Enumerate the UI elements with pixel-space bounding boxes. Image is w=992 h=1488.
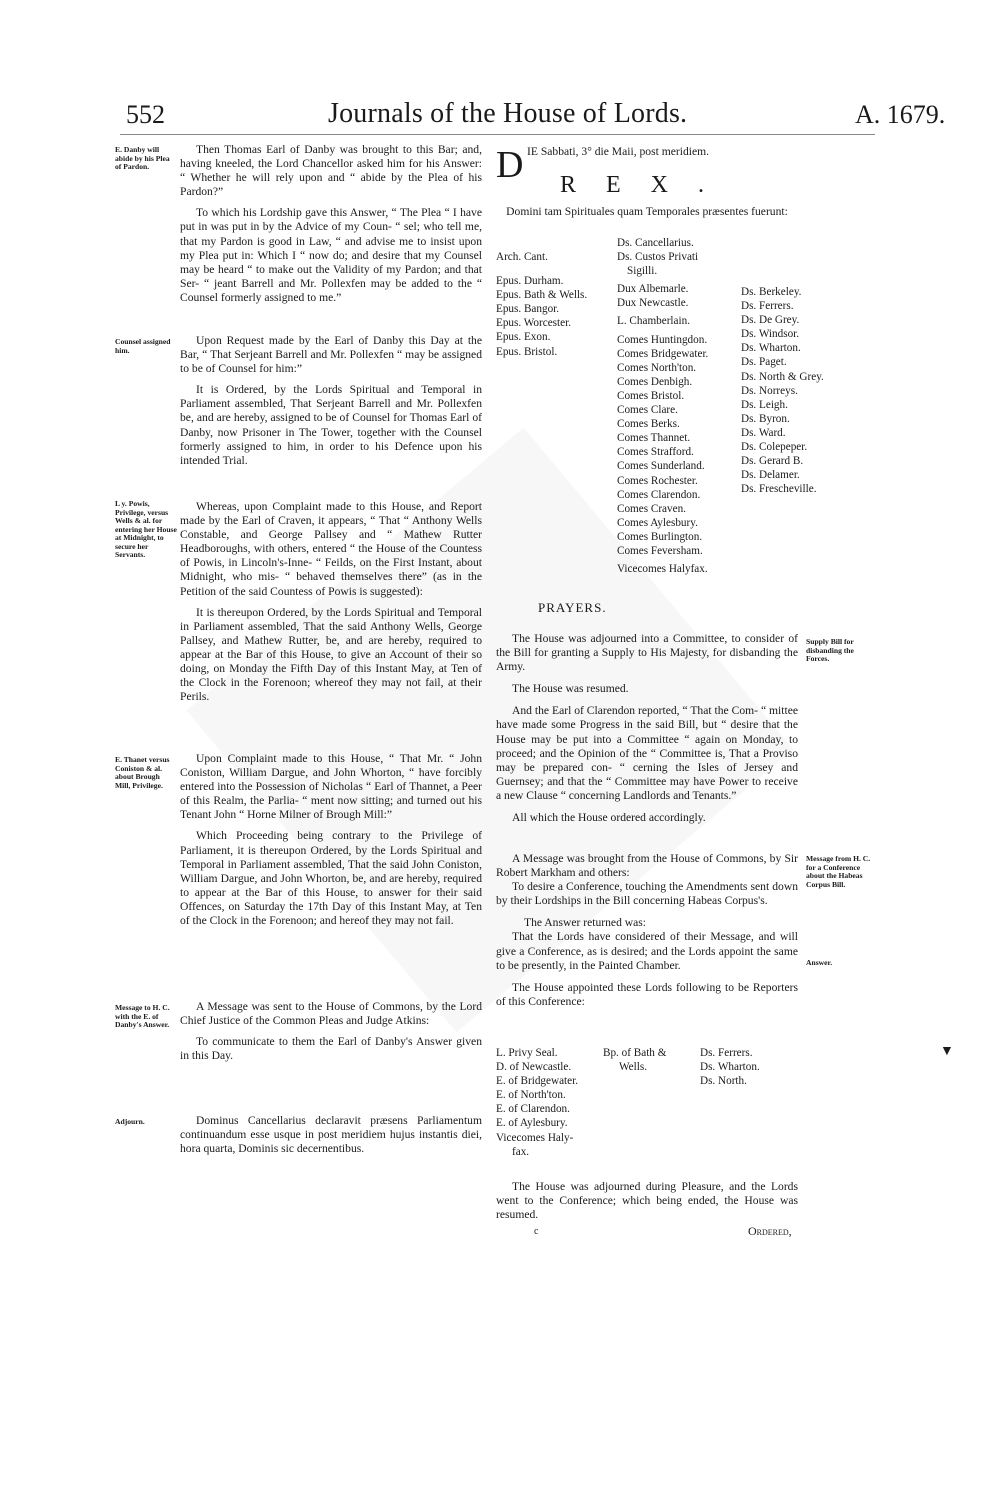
paragraph: Upon Complaint made to this House, “ That Mr. “ John Coniston, William Dargue, and John Whorton, “ have forcibly entered into the Possession of Nicholas “ Earl of Thannet, a Peer of this Realm, the Parlia- “ ment now sitting; and turned out his Tenant John “ Horne Milner of Brough Mill:” [180, 752, 482, 822]
paragraph: Whereas, upon Complaint made to this House, and Report made by the Earl of Craven, it appears, “ That “ Anthony Wells Constable, and George Pallsey and “ Mathew Rutter Headboroughs, with others, entered “ the House of the Countess of Powis, in Lincoln's-Inne- “ Feilds, on the First Instant, about Midnight, who mis- “ behaved themselves there” (as in the Petition of the said Countess of Powis is suggested): [180, 500, 482, 598]
list-item: E. of Clarendon. [496, 1103, 570, 1116]
list-item: Ds. Custos Privati [617, 251, 699, 264]
list-item: Ds. Norreys. [741, 384, 798, 397]
list-item: Epus. Bristol. [496, 345, 558, 358]
list-item: Epus. Exon. [496, 331, 551, 344]
list-item: Vicecomes Haly- [496, 1131, 574, 1144]
margin-note-powis: L y. Powis, Privilege, versus Wells & al. for entering her House at Midnight, to secure her Servants. [115, 499, 177, 559]
paragraph: The House was adjourned into a Committee, to consider of the Bill for granting a Supply to His Majesty, for disbanding the Army. [496, 632, 798, 674]
list-item: Ds. De Grey. [741, 314, 800, 327]
list-item: Ds. Gerard B. [741, 455, 804, 468]
header-rule [120, 134, 875, 135]
list-item: Comes Bridgewater. [617, 347, 709, 360]
paragraph: To desire a Conference, touching the Amendments sent down by their Lordships in the Bill concerning Habeas Corpus's. [496, 880, 798, 908]
list-item: Wells. [619, 1061, 647, 1074]
list-item: D. of Newcastle. [496, 1061, 572, 1074]
signature-mark: c [534, 1226, 539, 1237]
list-item: Ds. Wharton. [700, 1061, 760, 1074]
drop-cap: D [496, 144, 524, 186]
list-item: Arch. Cant. [496, 251, 548, 263]
list-item: Ds. Frescheville. [741, 483, 817, 496]
margin-note-thanet: E. Thanet versus Coniston & al. about Brough Mill, Privilege. [115, 755, 170, 790]
list-item: Comes Sunderland. [617, 460, 705, 473]
list-item: Ds. Ferrers. [700, 1047, 753, 1059]
officers-and-earls-list [617, 236, 708, 576]
margin-note-habeas-corpus: Message from H. C. for a Conference about the Habeas Corpus Bill. [806, 854, 871, 889]
list-item: Sigilli. [627, 265, 658, 278]
page-number: 552 [126, 100, 165, 129]
list-item: Epus. Bangor. [496, 303, 560, 316]
margin-note-supply-bill: Supply Bill for disbanding the Forces. [806, 637, 854, 663]
paragraph: It is thereupon Ordered, by the Lords Spiritual and Temporal in Parliament assembled, That the said Anthony Wells, George Pallsey, and Mathew Rutter, be, and are hereby, required to appear at the Bar of this House, to give an Account of their so doing, on Monday the Fifth Day of this Instant May, at Ten of the Clock in the Forenoon; whereof they may not fail, at their Perils. [180, 605, 482, 704]
paragraph: The House appointed these Lords following to be Reporters of this Conference: [496, 980, 798, 1008]
list-item: Comes Huntingdon. [617, 333, 708, 346]
list-item: E. of North'ton. [496, 1089, 566, 1102]
paragraph: To communicate to them the Earl of Danby's Answer given in this Day. [180, 1035, 482, 1063]
paragraph: To which his Lordship gave this Answer, “ The Plea “ I have put in was put in by the Advice of my Coun- “ sel; who tell me, that my Pardon is good in Law, “ and advise me to insist upon my Plea put in: Which I “ now do; and desire that my Counsel may be heard “ to make out the Validity of my Pardon; and that Ser- “ jeant Barrell and Mr. Pollexfen may be added to the “ Counsel formerly assigned to me.” [180, 206, 482, 304]
list-item: Comes Thannet. [617, 432, 691, 445]
list-item: Epus. Worcester. [496, 317, 572, 330]
list-item: Dux Albemarle. [617, 283, 689, 296]
paragraph: It is Ordered, by the Lords Spiritual and Temporal in Parliament assembled, That Serjeant Barrell and Mr. Pollexfen be, and are hereby, assigned to be of Counsel for Thomas Earl of Danby, now Prisoner in The Tower, together with the Counsel formerly assigned to him, in order to his Defence upon his intended Trial. [180, 383, 482, 467]
right-block-1 [496, 632, 798, 825]
running-title: Journals of the House of Lords. [328, 98, 688, 129]
prayers-heading: PRAYERS. [538, 600, 607, 615]
list-item: Ds. Ward. [741, 426, 786, 439]
list-item: Dux Newcastle. [617, 297, 689, 310]
list-item: Ds. Berkeley. [741, 286, 802, 298]
paragraph: All which the House ordered accordingly. [512, 811, 706, 825]
left-block-6 [180, 1114, 482, 1156]
reporters-list-3 [700, 1046, 760, 1088]
list-item: Ds. Cancellarius. [617, 237, 694, 249]
lords-spiritual-list [496, 250, 587, 359]
paragraph: And the Earl of Clarendon reported, “ That the Com- “ mittee have made some Progress in the said Bill, but “ desire that the House may be put into a Committee “ again on Monday, to proceed; and the Opinion of the “ Committee is, That a Proviso may be prepared con- “ cerning the Isles of Jersey and Guernsey; and that the “ Committee may have Power to receive a new Clause “ concerning Landlords and Tenants.” [496, 704, 798, 802]
list-item: Comes Craven. [617, 502, 686, 515]
margin-note-message-hc: Message to H. C. with the E. of Danby's Answer. [115, 1003, 170, 1029]
reporters-list-1 [496, 1046, 578, 1159]
left-block-5 [180, 1000, 482, 1063]
paragraph: A Message was sent to the House of Commons, by the Lord Chief Justice of the Common Pleas and Judge Atkins: [180, 1000, 482, 1028]
barons-list [741, 285, 824, 496]
list-item: Ds. Byron. [741, 412, 790, 425]
paragraph: A Message was brought from the House of Commons, by Sir Robert Markham and others: [496, 852, 798, 880]
list-item: Ds. Paget. [741, 356, 787, 369]
list-item: E. of Aylesbury. [496, 1117, 568, 1130]
margin-note-adjourn: Adjourn. [115, 1117, 145, 1126]
list-item: Epus. Bath & Wells. [496, 289, 588, 302]
list-item: Comes Bristol. [617, 389, 685, 402]
list-item: Epus. Durham. [496, 275, 564, 288]
list-item: Comes Clare. [617, 404, 678, 417]
margin-note-answer: Answer. [806, 958, 833, 967]
list-item: Comes Aylesbury. [617, 516, 698, 529]
session-date-line: IE Sabbati, 3° die Maii, post meridiem. [527, 145, 710, 158]
list-item: L. Chamberlain. [617, 315, 691, 328]
margin-note-danby-plea: E. Danby will abide by his Plea of Pardon. [115, 145, 170, 171]
list-item: Ds. Colepeper. [741, 441, 808, 454]
running-year: A. 1679. [855, 100, 946, 129]
catchword: Ordered, [748, 1224, 792, 1238]
list-item: Ds. Ferrers. [741, 300, 794, 313]
list-item: L. Privy Seal. [496, 1047, 558, 1059]
reporters-list-2 [603, 1046, 666, 1074]
paragraph: That the Lords have considered of their Message, and will give a Conference, as is desired; and the Lords appoint the same to be presently, in the Painted Chamber. [496, 930, 798, 972]
list-item: Comes Rochester. [617, 474, 698, 487]
list-item: Comes Feversham. [617, 544, 703, 557]
list-item: Vicecomes Halyfax. [617, 563, 708, 576]
attendance-heading: Domini tam Spirituales quam Temporales præsentes fuerunt: [506, 205, 788, 218]
list-item: Comes Berks. [617, 418, 680, 431]
paragraph: Upon Request made by the Earl of Danby this Day at the Bar, “ That Serjeant Barrell and Mr. Pollexfen “ may be assigned to be of Counsel for him:” [180, 334, 482, 376]
list-item: Ds. Leigh. [741, 398, 788, 411]
list-item: Bp. of Bath & [603, 1047, 667, 1059]
margin-note-counsel: Counsel assigned him. [115, 337, 171, 355]
left-block-3 [180, 500, 482, 704]
paragraph: Then Thomas Earl of Danby was brought to this Bar; and, having kneeled, the Lord Chancellor asked him for his Answer: “ Whether he will rely upon and “ abide by the Plea of his Pardon?” [180, 143, 482, 199]
left-block-4 [180, 752, 482, 928]
list-item: Ds. Delamer. [741, 469, 800, 482]
paragraph: The House was adjourned during Pleasure, and the Lords went to the Conference; which being ended, the House was resumed. [496, 1180, 798, 1222]
right-block-2 [496, 852, 798, 1009]
list-item: Ds. Windsor. [741, 328, 800, 341]
list-item: Comes North'ton. [617, 361, 697, 374]
stray-mark: ▼ [940, 1044, 954, 1059]
list-item: E. of Bridgewater. [496, 1075, 579, 1088]
list-item: Ds. North & Grey. [741, 370, 824, 383]
right-block-3 [496, 1180, 798, 1222]
list-item: Comes Clarendon. [617, 488, 701, 501]
paragraph: Dominus Cancellarius declaravit præsens Parliamentum continuandum esse usque in post meridiem hujus instantis diei, hora quarta, Dominis sic decernentibus. [180, 1114, 482, 1156]
list-item: Ds. Wharton. [741, 342, 801, 355]
list-item: Comes Burlington. [617, 530, 703, 543]
list-item: fax. [512, 1145, 530, 1158]
paragraph: The Answer returned was: [524, 916, 647, 930]
paragraph: Which Proceeding being contrary to the Privilege of Parliament, it is thereupon Ordered, by the Lords Spiritual and Temporal in Parliament assembled, That the said John Coniston, William Dargue, and John Whorton, be, and are hereby, required to appear at the Bar of this House, to answer for their said Offences, on Saturday the 17th Day of this Instant May, at Ten of the Clock in the Forenoon; and hereof they may not fail. [180, 829, 482, 928]
list-item: Comes Denbigh. [617, 375, 693, 388]
paragraph: The House was resumed. [512, 682, 629, 696]
rex-heading: REX. [560, 172, 734, 198]
left-block-2 [180, 334, 482, 468]
list-item: Ds. North. [700, 1075, 747, 1088]
left-block-1 [180, 143, 482, 305]
list-item: Comes Strafford. [617, 446, 694, 459]
